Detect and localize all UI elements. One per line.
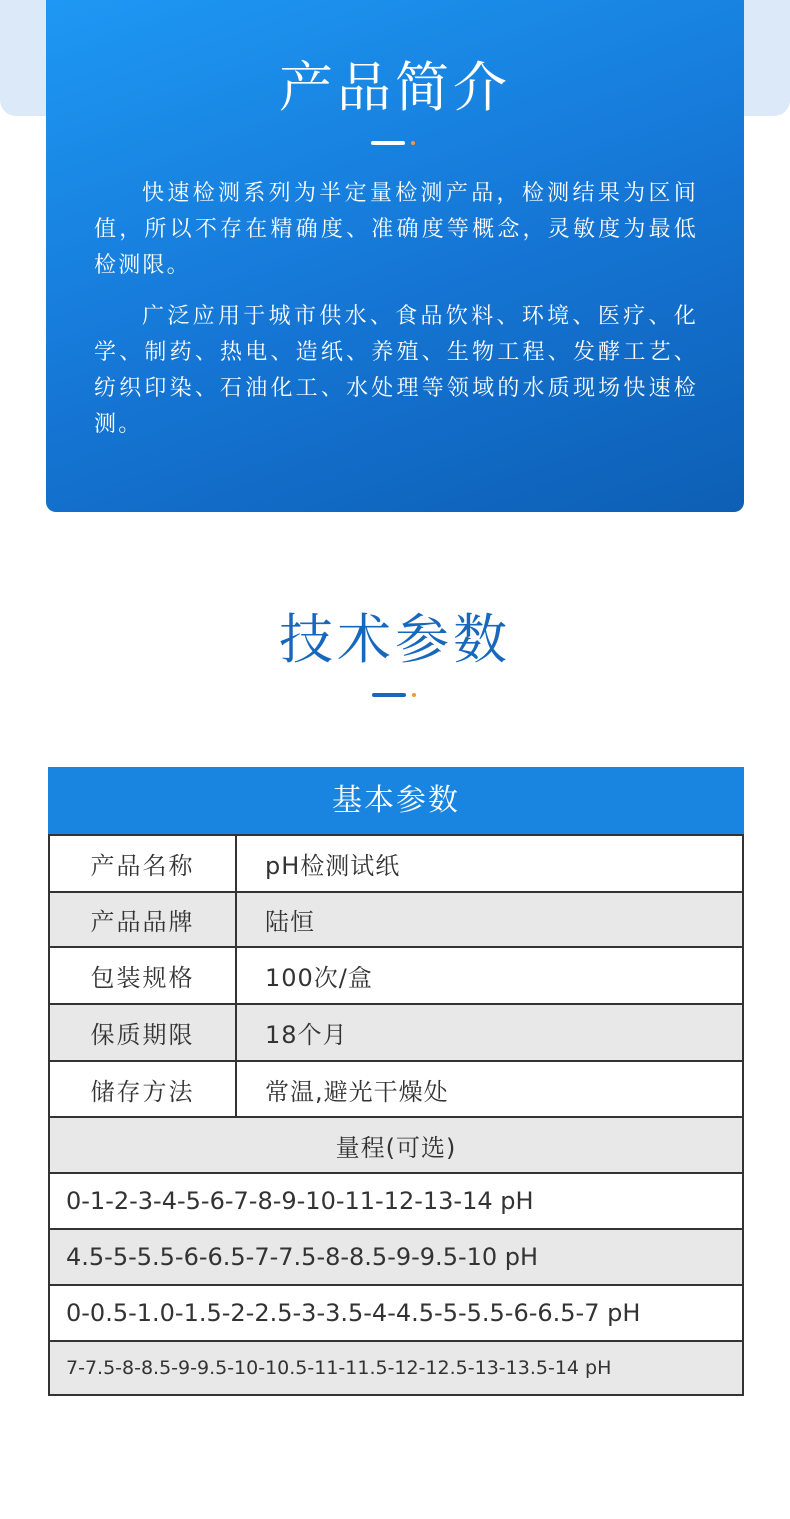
range-header-row [50, 1116, 742, 1172]
range-row [50, 1340, 742, 1394]
range-value: 0-1-2-3-4-5-6-7-8-9-10-11-12-13-14 pH [66, 1187, 534, 1215]
table-row [50, 1060, 742, 1116]
specs-title: 技术参数 [279, 608, 511, 671]
range-row [50, 1228, 742, 1284]
table-row [50, 836, 742, 891]
row-label: 产品品牌 [50, 893, 237, 946]
row-label: 产品名称 [50, 836, 237, 891]
row-value: 100次/盒 [265, 964, 373, 992]
row-label: 储存方法 [50, 1062, 237, 1116]
row-label: 包装规格 [50, 948, 237, 1003]
row-value: 陆恒 [265, 908, 315, 936]
spec-table-header: 基本参数 [48, 767, 744, 836]
underline-dot [411, 141, 415, 145]
range-header: 量程(可选) [335, 1133, 457, 1162]
table-row [50, 946, 742, 1003]
range-value: 4.5-5-5.5-6-6.5-7-7.5-8-8.5-9-9.5-10 pH [66, 1243, 539, 1271]
underline-dot [412, 693, 416, 697]
table-row [50, 1003, 742, 1060]
table-row [50, 891, 742, 946]
intro-paragraph-2: 广泛应用于城市供水、食品饮料、环境、医疗、化学、制药、热电、造纸、养殖、生物工程、发酵工艺、纺织印染、石油化工、水处理等领域的水质现场快速检测。 [94, 304, 698, 437]
range-value: 0-0.5-1.0-1.5-2-2.5-3-3.5-4-4.5-5-5.5-6-6.5-7 pH [66, 1299, 641, 1327]
underline-bar [372, 693, 406, 697]
row-label: 保质期限 [50, 1005, 237, 1060]
row-value: 常温,避光干燥处 [265, 1077, 449, 1106]
intro-paragraph-1: 快速检测系列为半定量检测产品，检测结果为区间值，所以不存在精确度、准确度等概念，灵敏度为最低检测限。 [94, 181, 698, 278]
spec-table [48, 767, 744, 1396]
range-value: 7-7.5-8-8.5-9-9.5-10-10.5-11-11.5-12-12.5-13-13.5-14 pH [66, 1357, 612, 1379]
intro-title: 产品简介 [279, 56, 511, 119]
range-row [50, 1284, 742, 1340]
range-row [50, 1172, 742, 1228]
row-value: 18个月 [265, 1021, 348, 1049]
underline-bar [371, 141, 405, 145]
product-intro-card [46, 0, 744, 512]
row-value: pH检测试纸 [265, 852, 401, 880]
